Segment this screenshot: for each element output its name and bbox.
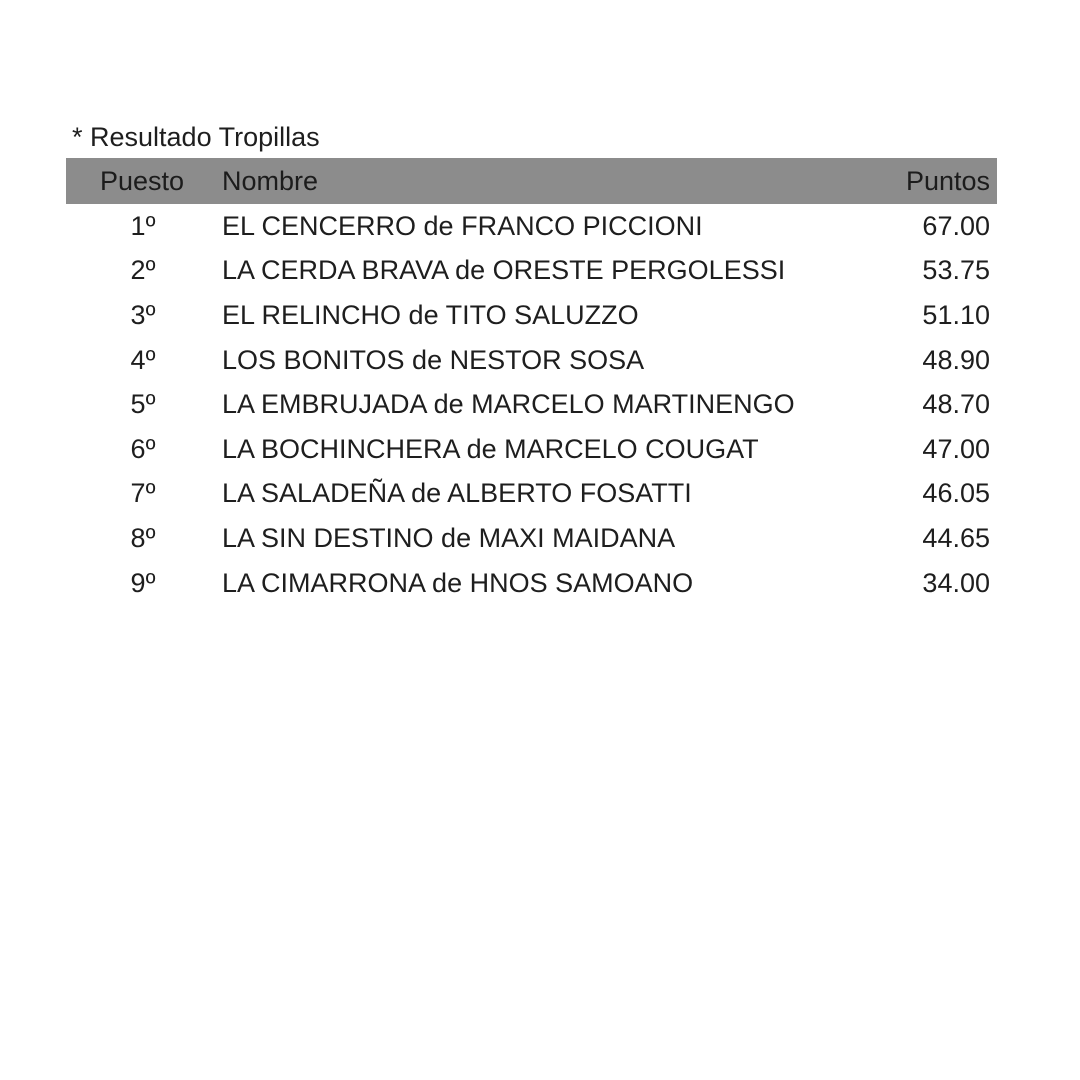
cell-puesto: 7º (130, 478, 156, 509)
cell-puesto: 2º (130, 255, 156, 286)
header-puesto: Puesto (99, 165, 185, 196)
cell-puntos: 46.05 (922, 478, 990, 509)
cell-nombre: LA SIN DESTINO de MAXI MAIDANA (222, 522, 676, 553)
table-row (66, 561, 997, 606)
table-row (66, 516, 997, 561)
cell-nombre: LOS BONITOS de NESTOR SOSA (222, 344, 645, 375)
cell-puntos: 44.65 (922, 522, 990, 553)
table-row (66, 338, 997, 383)
results-table (66, 158, 997, 605)
table-row (66, 427, 997, 472)
cell-nombre: EL CENCERRO de FRANCO PICCIONI (222, 210, 703, 241)
cell-puntos: 53.75 (922, 255, 990, 286)
cell-puesto: 9º (130, 567, 156, 598)
page-title: * Resultado Tropillas (72, 122, 320, 152)
cell-puntos: 67.00 (922, 210, 990, 241)
header-puntos: Puntos (905, 165, 990, 196)
cell-puntos: 34.00 (922, 567, 990, 598)
cell-nombre: LA CERDA BRAVA de ORESTE PERGOLESSI (222, 255, 786, 286)
cell-nombre: LA BOCHINCHERA de MARCELO COUGAT (222, 433, 759, 464)
cell-puntos: 48.90 (922, 344, 990, 375)
cell-nombre: LA EMBRUJADA de MARCELO MARTINENGO (222, 389, 795, 420)
cell-puesto: 1º (130, 210, 156, 241)
cell-puesto: 5º (130, 389, 156, 420)
cell-puesto: 3º (130, 299, 156, 330)
cell-puesto: 4º (130, 344, 156, 375)
cell-puesto: 6º (130, 433, 156, 464)
table-row (66, 382, 997, 427)
cell-nombre: EL RELINCHO de TITO SALUZZO (222, 299, 639, 330)
cell-puntos: 48.70 (922, 389, 990, 420)
table-row (66, 472, 997, 517)
table-header (66, 158, 997, 204)
cell-nombre: LA SALADEÑA de ALBERTO FOSATTI (222, 478, 692, 509)
cell-puesto: 8º (130, 522, 156, 553)
cell-puntos: 51.10 (922, 299, 990, 330)
cell-puntos: 47.00 (922, 433, 990, 464)
table-row (66, 293, 997, 338)
table-row (66, 249, 997, 294)
table-row (66, 204, 997, 249)
cell-nombre: LA CIMARRONA de HNOS SAMOANO (222, 567, 694, 598)
header-nombre: Nombre (222, 165, 319, 196)
